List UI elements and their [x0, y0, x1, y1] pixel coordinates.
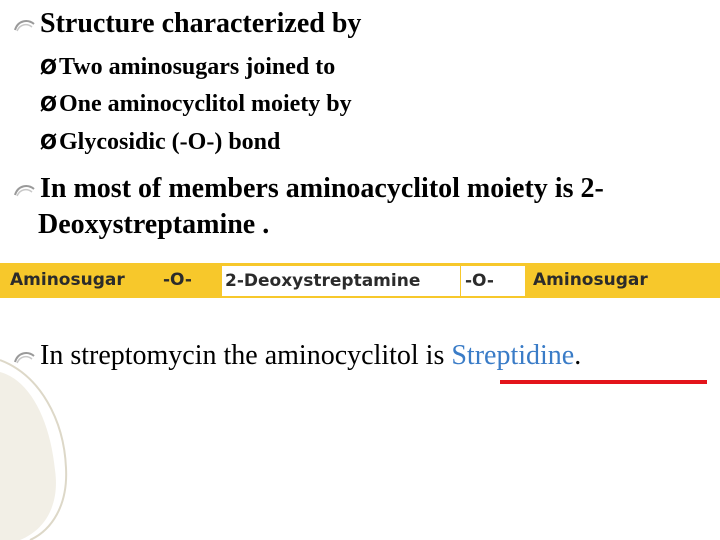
bullet-streptomycin-end: . — [574, 340, 582, 371]
streptidine-underline — [500, 380, 707, 384]
bullet-streptomycin-text: In streptomycin the aminocyclitol is — [40, 340, 445, 371]
bullet-deoxystreptamine-cont — [38, 209, 269, 241]
bullet-structure — [12, 8, 361, 40]
arrow-check-icon: Ø — [40, 130, 58, 154]
sub-bullet-aminosugars — [40, 54, 335, 81]
band-aminosugar-right: Aminosugar — [533, 270, 648, 290]
sub-bullet-glycosidic — [40, 129, 280, 156]
bullet-swirl-icon — [12, 181, 38, 199]
bullet-structure-text: Structure characterized by — [40, 8, 362, 39]
bullet-swirl-icon — [12, 16, 38, 34]
sub-bullet-glycosidic-text: Glycosidic (-O-) bond — [59, 129, 281, 155]
streptidine-highlight: Streptidine — [451, 340, 575, 371]
band-o-link-right: -O- — [461, 266, 525, 296]
arrow-check-icon: Ø — [40, 55, 58, 79]
sub-bullet-aminosugars-text: Two aminosugars joined to — [59, 54, 336, 80]
sub-bullet-aminocyclitol-text: One aminocyclitol moiety by — [59, 91, 352, 117]
bullet-deoxystreptamine-line2: Deoxystreptamine . — [38, 209, 270, 240]
bullet-deoxystreptamine-line1: In most of members aminoacyclitol moiety is 2- — [40, 173, 604, 204]
structure-band — [0, 263, 720, 298]
bullet-deoxystreptamine — [12, 173, 604, 205]
band-o-link-left: -O- — [163, 270, 192, 290]
arrow-check-icon: Ø — [40, 92, 58, 116]
bullet-swirl-icon — [12, 348, 38, 366]
sub-bullet-aminocyclitol — [40, 91, 352, 118]
bullet-streptomycin — [12, 340, 581, 372]
band-deoxystreptamine: 2-Deoxystreptamine — [222, 266, 460, 296]
band-aminosugar-left: Aminosugar — [10, 270, 125, 290]
